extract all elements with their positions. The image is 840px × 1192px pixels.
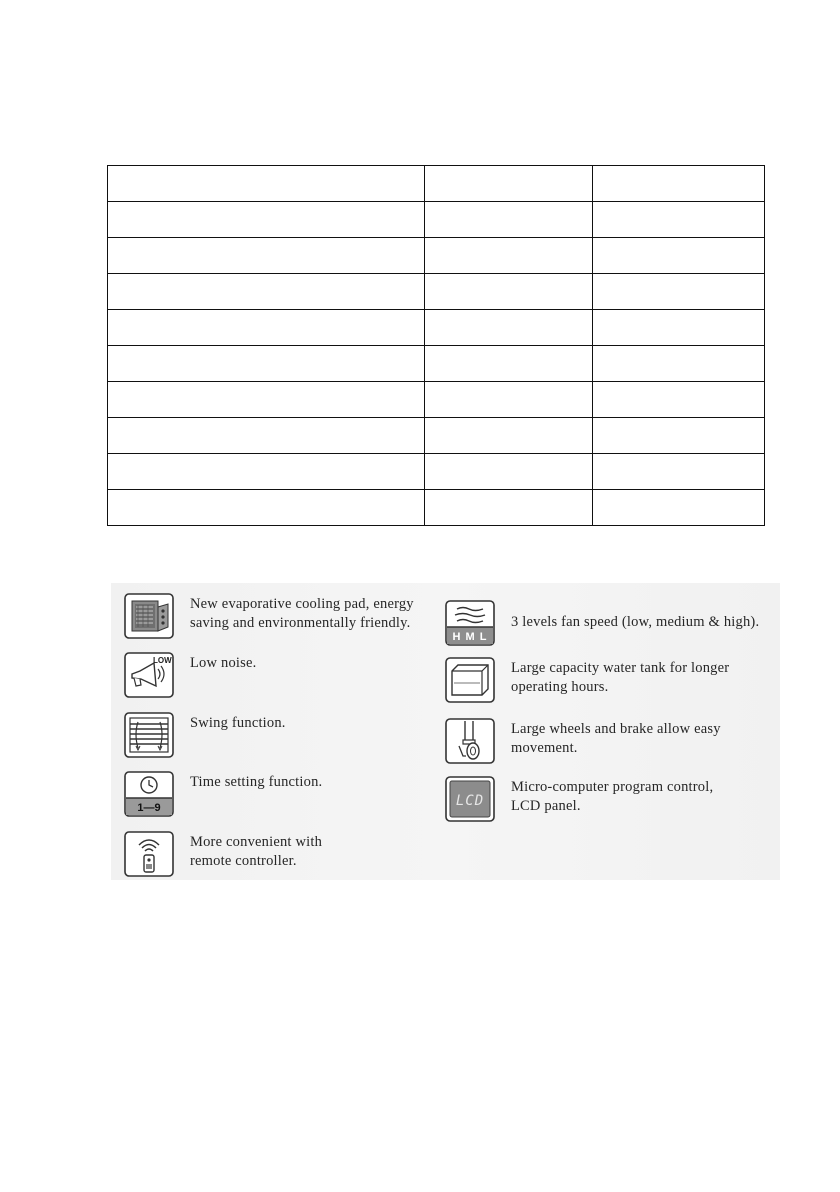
fan-speed-icon xyxy=(445,600,495,646)
low-badge: LOW xyxy=(153,656,172,665)
feature-line: operating hours. xyxy=(511,679,609,695)
feature-line: Micro-computer program control, xyxy=(511,779,714,795)
table-row xyxy=(108,382,765,418)
table-cell xyxy=(108,454,425,490)
feature-text xyxy=(190,654,256,673)
feature-line: 3 levels fan speed (low, medium & high). xyxy=(511,614,760,630)
table-row xyxy=(108,274,765,310)
feature-line: Time setting function. xyxy=(190,774,323,790)
swing-icon xyxy=(124,712,174,758)
table-cell xyxy=(593,382,765,418)
cooling-pad-icon xyxy=(124,593,174,639)
table-cell xyxy=(593,166,765,202)
table-cell xyxy=(593,274,765,310)
table-cell xyxy=(425,202,593,238)
feature-line: New evaporative cooling pad, energy xyxy=(190,596,414,612)
feature-text xyxy=(190,714,286,733)
table-row xyxy=(108,418,765,454)
table-cell xyxy=(108,202,425,238)
feature-text xyxy=(190,773,322,792)
feature-panel xyxy=(111,583,780,880)
feature-line: LCD panel. xyxy=(511,798,581,814)
feature-text xyxy=(511,778,713,816)
low-noise-icon xyxy=(124,652,174,698)
table-row xyxy=(108,310,765,346)
lcd-icon xyxy=(445,776,495,822)
table-cell xyxy=(593,238,765,274)
table-cell xyxy=(108,490,425,526)
feature-text xyxy=(190,595,414,633)
table-cell xyxy=(108,418,425,454)
table-cell xyxy=(108,238,425,274)
feature-text xyxy=(190,833,322,871)
feature-line: Swing function. xyxy=(190,715,286,731)
timer-badge: 1—9 xyxy=(137,802,161,814)
spec-table xyxy=(107,165,765,526)
table-cell xyxy=(425,454,593,490)
table-cell xyxy=(593,202,765,238)
remote-icon xyxy=(124,831,174,877)
table-cell xyxy=(593,490,765,526)
lcd-badge: LCD xyxy=(455,793,485,809)
table-row xyxy=(108,454,765,490)
water-tank-icon xyxy=(445,657,495,703)
feature-line: Low noise. xyxy=(190,655,257,671)
feature-line: remote controller. xyxy=(190,853,297,869)
table-cell xyxy=(593,454,765,490)
timer-icon xyxy=(124,771,174,817)
table-cell xyxy=(425,274,593,310)
table-row xyxy=(108,202,765,238)
feature-text xyxy=(511,659,729,697)
feature-line: Large wheels and brake allow easy xyxy=(511,721,721,737)
table-cell xyxy=(425,310,593,346)
table-cell xyxy=(425,166,593,202)
table-cell xyxy=(425,490,593,526)
table-cell xyxy=(593,310,765,346)
table-row xyxy=(108,166,765,202)
feature-line: saving and environmentally friendly. xyxy=(190,615,411,631)
table-cell xyxy=(108,274,425,310)
table-row xyxy=(108,490,765,526)
table-cell xyxy=(108,346,425,382)
wheels-icon xyxy=(445,718,495,764)
feature-line: Large capacity water tank for longer xyxy=(511,660,730,676)
table-cell xyxy=(425,346,593,382)
table-cell xyxy=(593,418,765,454)
table-cell xyxy=(108,310,425,346)
table-cell xyxy=(425,382,593,418)
fan-speed-badge: H M L xyxy=(452,631,488,643)
table-cell xyxy=(108,166,425,202)
table-cell xyxy=(108,382,425,418)
table-cell xyxy=(425,238,593,274)
table-cell xyxy=(593,346,765,382)
feature-line: movement. xyxy=(511,740,578,756)
table-row xyxy=(108,238,765,274)
feature-text xyxy=(511,613,759,632)
table-cell xyxy=(425,418,593,454)
table-row xyxy=(108,346,765,382)
feature-line: More convenient with xyxy=(190,834,323,850)
feature-text xyxy=(511,720,721,758)
